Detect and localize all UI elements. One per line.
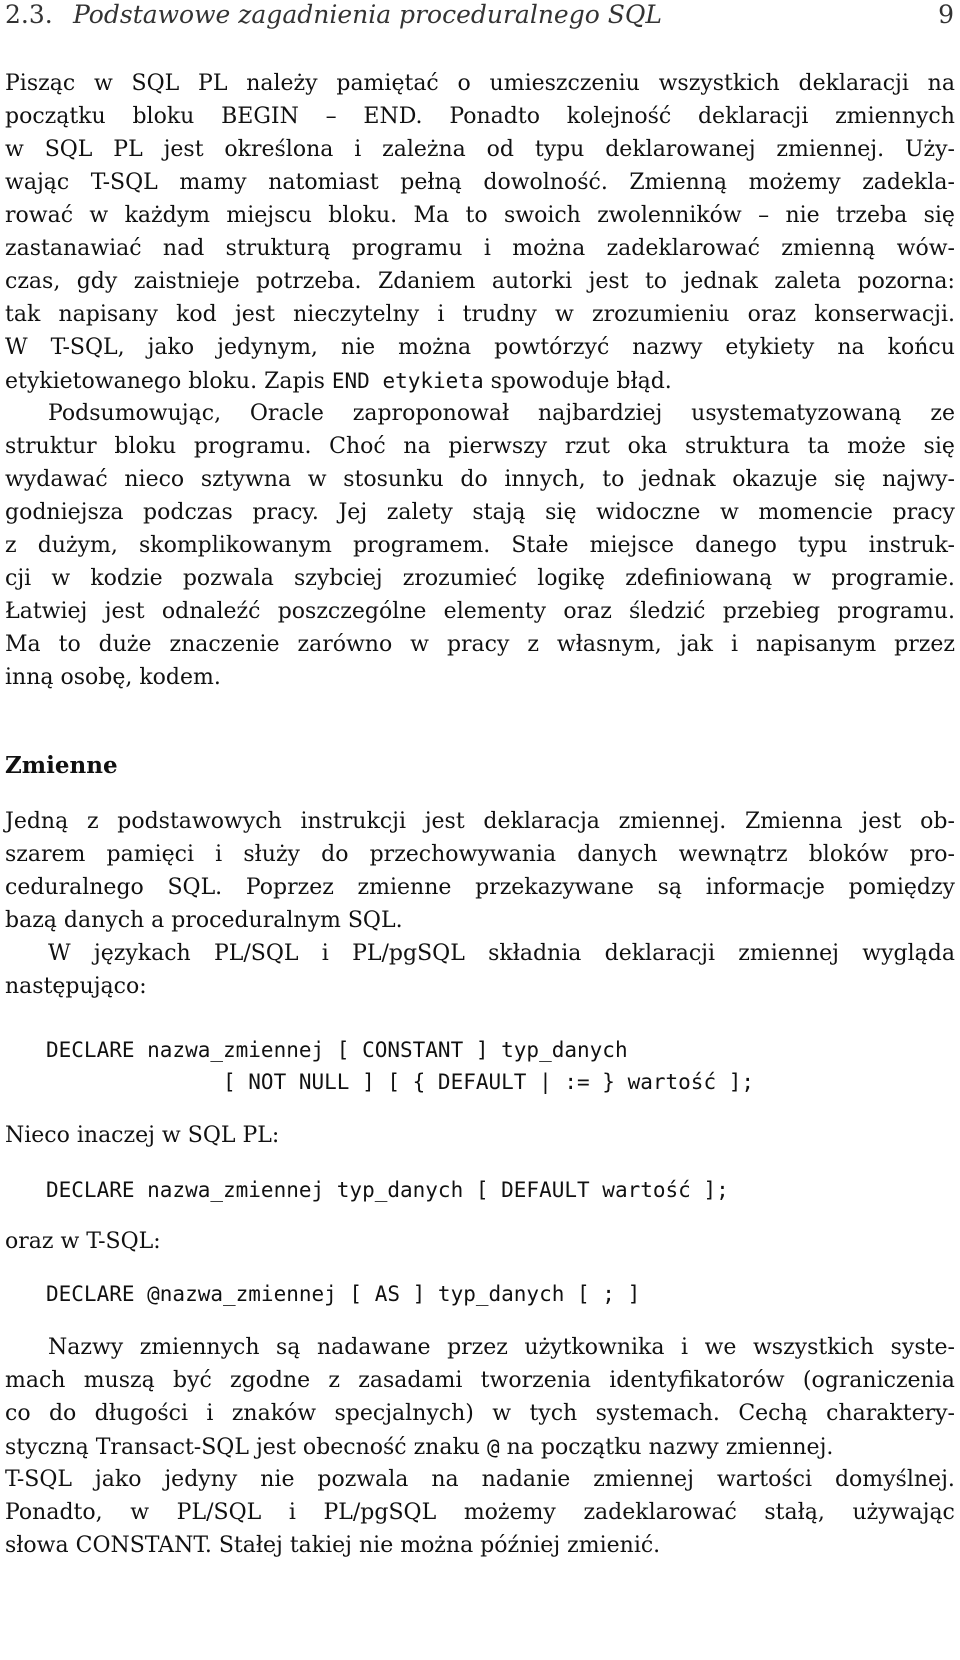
para1-line-10 (5, 367, 955, 396)
section-heading: Zmienne (5, 752, 118, 779)
para3-line-2: szarem pamięci i służy do przechowywania danych wewnątrz bloków pro- (5, 842, 955, 867)
para5-line-6: Ponadto, w PL/SQL i PL/pgSQL możemy zadeklarować stałą, używając (5, 1500, 955, 1525)
para2-line-8: Ma to duże znaczenie zarówno w pracy z własnym, jak i napisanym przez (5, 632, 955, 657)
para2-line-5: z dużym, skomplikowanym programem. Stałe miejsce danego typu instruk- (5, 533, 955, 558)
para1-line-9: W T-SQL, jako jedynym, nie można powtórzyć nazwy etykiety na końcu (5, 335, 955, 360)
para2-line-3: wydawać nieco sztywna w stosunku do innych, to jednak okazuje się najwy- (5, 467, 955, 492)
code-sqlpl: DECLARE nazwa_zmiennej typ_danych [ DEFAULT wartość ]; (46, 1178, 729, 1202)
para1-line-5: rować w każdym miejscu bloku. Ma to swoich zwolenników – nie trzeba się (5, 203, 955, 228)
para1-line-10-text: etykietowanego bloku. Zapis (5, 369, 332, 394)
code-plsql-line-2: [ NOT NULL ] [ { DEFAULT | := } wartość ]; (46, 1070, 755, 1094)
para1-line-8: tak napisany kod jest nieczytelny i trudny w zrozumieniu oraz konserwacji. (5, 302, 955, 327)
para4-line-2: następująco: (5, 974, 147, 999)
inline-code-end-label: END etykieta (331, 369, 484, 393)
para1-line-6: zastanawiać nad strukturą programu i można zadeklarować zmienną wów- (5, 236, 955, 261)
text-tsql-intro: oraz w T-SQL: (5, 1229, 161, 1254)
para5-line-5: T-SQL jako jedyny nie pozwala na nadanie zmiennej wartości domyślnej. (5, 1467, 955, 1492)
running-header (5, 0, 954, 34)
para2-line-9: inną osobę, kodem. (5, 665, 221, 690)
para3-line-3: ceduralnego SQL. Poprzez zmienne przekazywane są informacje pomiędzy (5, 875, 955, 900)
para5-line-4 (5, 1433, 955, 1462)
para1-line-1: Pisząc w SQL PL należy pamiętać o umieszczeniu wszystkich deklaracji na (5, 71, 955, 96)
section-title: Podstawowe zagadnienia proceduralnego SQL (73, 0, 662, 29)
para2-line-2: struktur bloku programu. Choć na pierwszy rzut oka struktura ta może się (5, 434, 955, 459)
para3-line-4: bazą danych a proceduralnym SQL. (5, 908, 403, 933)
code-tsql: DECLARE @nazwa_zmiennej [ AS ] typ_danych [ ; ] (46, 1282, 641, 1306)
text-sqlpl-intro: Nieco inaczej w SQL PL: (5, 1123, 280, 1148)
para1-line-10-tail: spowoduje błąd. (483, 369, 672, 394)
para1-line-2: początku bloku BEGIN – END. Ponadto kolejność deklaracji zmiennych (5, 104, 955, 129)
para5-line-7: słowa CONSTANT. Stałej takiej nie można później zmienić. (5, 1533, 661, 1558)
para1-line-7: czas, gdy zaistnieje potrzeba. Zdaniem autorki jest to jednak zaleta pozorna: (5, 269, 955, 294)
para2-line-1: Podsumowując, Oracle zaproponował najbardziej usystematyzowaną ze (48, 401, 955, 426)
section-number: 2.3. (5, 0, 53, 29)
para1-line-4: wając T-SQL mamy natomiast pełną dowolność. Zmienną możemy zadekla- (5, 170, 955, 195)
para5-line-4-text: styczną Transact-SQL jest obecność znaku (5, 1435, 487, 1460)
page-number: 9 (938, 0, 954, 29)
para5-line-4-tail: na początku nazwy zmiennej. (499, 1435, 834, 1460)
para3-line-1: Jedną z podstawowych instrukcji jest deklaracja zmiennej. Zmienna jest ob- (5, 809, 955, 834)
para5-line-2: mach muszą być zgodne z zasadami tworzenia identyfikatorów (ograniczenia (5, 1368, 955, 1393)
para5-line-3: co do długości i znaków specjalnych) w tych systemach. Cechą charaktery- (5, 1401, 955, 1426)
para2-line-6: cji w kodzie pozwala szybciej zrozumieć logikę zdefiniowaną w programie. (5, 566, 955, 591)
para4-line-1: W językach PL/SQL i PL/pgSQL składnia deklaracji zmiennej wygląda (48, 941, 955, 966)
para5-line-1: Nazwy zmiennych są nadawane przez użytkownika i we wszystkich syste- (48, 1335, 955, 1360)
para2-line-7: Łatwiej jest odnaleźć poszczególne elementy oraz śledzić przebieg programu. (5, 599, 955, 624)
inline-code-at-sign: @ (486, 1435, 500, 1459)
code-plsql-line-1: DECLARE nazwa_zmiennej [ CONSTANT ] typ_danych (46, 1038, 628, 1062)
para1-line-3: w SQL PL jest określona i zależna od typu deklarowanej zmiennej. Uży- (5, 137, 955, 162)
para2-line-4: godniejsza podczas pracy. Jej zalety stają się widoczne w momencie pracy (5, 500, 955, 525)
